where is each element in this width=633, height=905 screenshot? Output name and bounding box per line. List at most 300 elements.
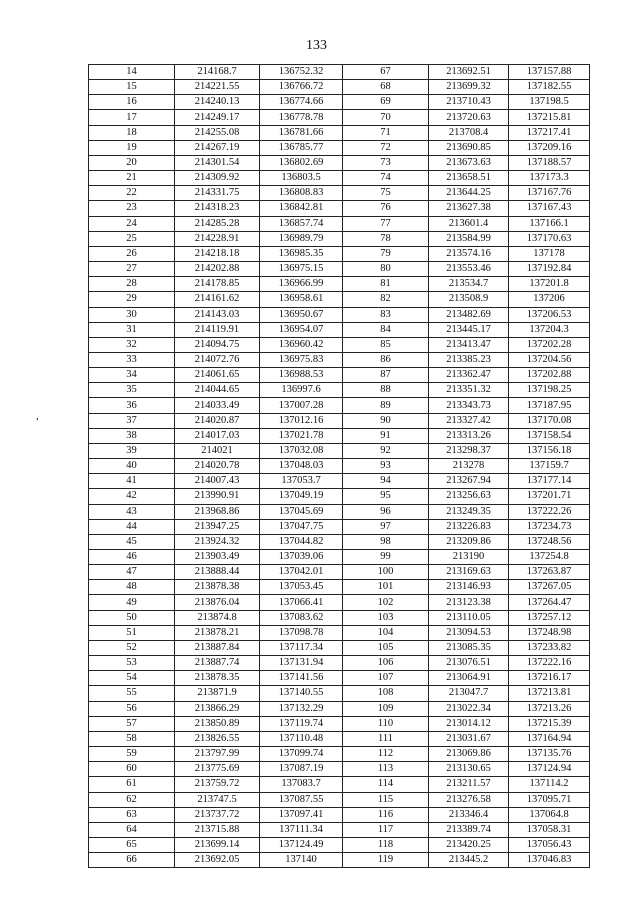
y-coordinate-cell: 137192.84 (509, 262, 590, 277)
point-number-cell: 102 (343, 595, 429, 610)
table-row (89, 292, 590, 307)
point-number-cell: 108 (343, 686, 429, 701)
x-coordinate-cell: 213574.16 (429, 246, 509, 261)
y-coordinate-cell: 136803.5 (260, 171, 343, 186)
y-coordinate-cell: 137053.45 (260, 580, 343, 595)
point-number-cell: 80 (343, 262, 429, 277)
coordinates-table (88, 64, 590, 868)
y-coordinate-cell: 137201.8 (509, 277, 590, 292)
x-coordinate-cell: 213169.63 (429, 565, 509, 580)
y-coordinate-cell: 137263.87 (509, 565, 590, 580)
table-row (89, 140, 590, 155)
x-coordinate-cell: 213874.8 (175, 610, 260, 625)
y-coordinate-cell: 137170.08 (509, 413, 590, 428)
point-number-cell: 23 (89, 201, 175, 216)
table-row (89, 853, 590, 868)
point-number-cell: 82 (343, 292, 429, 307)
table-row (89, 80, 590, 95)
y-coordinate-cell: 137110.48 (260, 731, 343, 746)
y-coordinate-cell: 137047.75 (260, 519, 343, 534)
x-coordinate-cell: 213420.25 (429, 837, 509, 852)
y-coordinate-cell: 137177.14 (509, 474, 590, 489)
point-number-cell: 103 (343, 610, 429, 625)
y-coordinate-cell: 137095.71 (509, 792, 590, 807)
y-coordinate-cell: 136975.83 (260, 352, 343, 367)
point-number-cell: 70 (343, 110, 429, 125)
point-number-cell: 47 (89, 565, 175, 580)
x-coordinate-cell: 213878.21 (175, 625, 260, 640)
x-coordinate-cell: 214020.78 (175, 459, 260, 474)
x-coordinate-cell: 213924.32 (175, 534, 260, 549)
x-coordinate-cell: 214061.65 (175, 368, 260, 383)
table-row (89, 155, 590, 170)
y-coordinate-cell: 137158.54 (509, 428, 590, 443)
table-row (89, 504, 590, 519)
y-coordinate-cell: 137206 (509, 292, 590, 307)
coordinates-table-body (89, 65, 590, 868)
point-number-cell: 49 (89, 595, 175, 610)
point-number-cell: 42 (89, 489, 175, 504)
x-coordinate-cell: 214249.17 (175, 110, 260, 125)
table-row (89, 731, 590, 746)
y-coordinate-cell: 137248.56 (509, 534, 590, 549)
y-coordinate-cell: 137053.7 (260, 474, 343, 489)
x-coordinate-cell: 214033.49 (175, 398, 260, 413)
point-number-cell: 117 (343, 822, 429, 837)
table-row (89, 428, 590, 443)
x-coordinate-cell: 214044.65 (175, 383, 260, 398)
point-number-cell: 62 (89, 792, 175, 807)
y-coordinate-cell: 137198.5 (509, 95, 590, 110)
x-coordinate-cell: 213146.93 (429, 580, 509, 595)
point-number-cell: 110 (343, 716, 429, 731)
x-coordinate-cell: 213276.58 (429, 792, 509, 807)
x-coordinate-cell: 213947.25 (175, 519, 260, 534)
point-number-cell: 17 (89, 110, 175, 125)
y-coordinate-cell: 137007.28 (260, 398, 343, 413)
x-coordinate-cell: 213211.57 (429, 777, 509, 792)
table-row (89, 792, 590, 807)
y-coordinate-cell: 137119.74 (260, 716, 343, 731)
x-coordinate-cell: 213256.63 (429, 489, 509, 504)
x-coordinate-cell: 214255.08 (175, 125, 260, 140)
point-number-cell: 116 (343, 807, 429, 822)
x-coordinate-cell: 213278 (429, 459, 509, 474)
point-number-cell: 105 (343, 640, 429, 655)
y-coordinate-cell: 137188.57 (509, 155, 590, 170)
y-coordinate-cell: 137233.82 (509, 640, 590, 655)
point-number-cell: 37 (89, 413, 175, 428)
table-row (89, 246, 590, 261)
y-coordinate-cell: 137032.08 (260, 443, 343, 458)
x-coordinate-cell: 213110.05 (429, 610, 509, 625)
x-coordinate-cell: 213715.88 (175, 822, 260, 837)
y-coordinate-cell: 137187.95 (509, 398, 590, 413)
table-row (89, 580, 590, 595)
table-row (89, 777, 590, 792)
x-coordinate-cell: 213298.37 (429, 443, 509, 458)
y-coordinate-cell: 136954.07 (260, 322, 343, 337)
y-coordinate-cell: 137083.7 (260, 777, 343, 792)
point-number-cell: 66 (89, 853, 175, 868)
table-row (89, 807, 590, 822)
table-row (89, 610, 590, 625)
x-coordinate-cell: 213888.44 (175, 565, 260, 580)
y-coordinate-cell: 137087.55 (260, 792, 343, 807)
y-coordinate-cell: 136960.42 (260, 337, 343, 352)
y-coordinate-cell: 137202.88 (509, 368, 590, 383)
y-coordinate-cell: 137131.94 (260, 656, 343, 671)
x-coordinate-cell: 213047.7 (429, 686, 509, 701)
x-coordinate-cell: 213076.51 (429, 656, 509, 671)
point-number-cell: 72 (343, 140, 429, 155)
x-coordinate-cell: 213887.84 (175, 640, 260, 655)
y-coordinate-cell: 137167.76 (509, 186, 590, 201)
point-number-cell: 107 (343, 671, 429, 686)
y-coordinate-cell: 137209.16 (509, 140, 590, 155)
y-coordinate-cell: 137098.78 (260, 625, 343, 640)
y-coordinate-cell: 137264.47 (509, 595, 590, 610)
point-number-cell: 33 (89, 352, 175, 367)
x-coordinate-cell: 213343.73 (429, 398, 509, 413)
y-coordinate-cell: 137216.17 (509, 671, 590, 686)
x-coordinate-cell: 214331.75 (175, 186, 260, 201)
point-number-cell: 44 (89, 519, 175, 534)
y-coordinate-cell: 137064.8 (509, 807, 590, 822)
point-number-cell: 34 (89, 368, 175, 383)
x-coordinate-cell: 213014.12 (429, 716, 509, 731)
point-number-cell: 76 (343, 201, 429, 216)
y-coordinate-cell: 137132.29 (260, 701, 343, 716)
point-number-cell: 22 (89, 186, 175, 201)
x-coordinate-cell: 213775.69 (175, 762, 260, 777)
point-number-cell: 68 (343, 80, 429, 95)
table-row (89, 231, 590, 246)
table-row (89, 656, 590, 671)
point-number-cell: 90 (343, 413, 429, 428)
x-coordinate-cell: 213887.74 (175, 656, 260, 671)
x-coordinate-cell: 214178.85 (175, 277, 260, 292)
x-coordinate-cell: 213699.32 (429, 80, 509, 95)
x-coordinate-cell: 213673.63 (429, 155, 509, 170)
y-coordinate-cell: 136802.69 (260, 155, 343, 170)
point-number-cell: 56 (89, 701, 175, 716)
point-number-cell: 46 (89, 550, 175, 565)
point-number-cell: 25 (89, 231, 175, 246)
point-number-cell: 40 (89, 459, 175, 474)
point-number-cell: 96 (343, 504, 429, 519)
point-number-cell: 113 (343, 762, 429, 777)
y-coordinate-cell: 137066.41 (260, 595, 343, 610)
y-coordinate-cell: 137045.69 (260, 504, 343, 519)
y-coordinate-cell: 137114.2 (509, 777, 590, 792)
y-coordinate-cell: 137173.3 (509, 171, 590, 186)
x-coordinate-cell: 214021 (175, 443, 260, 458)
x-coordinate-cell: 213903.49 (175, 550, 260, 565)
point-number-cell: 36 (89, 398, 175, 413)
point-number-cell: 50 (89, 610, 175, 625)
x-coordinate-cell: 214285.28 (175, 216, 260, 231)
x-coordinate-cell: 213190 (429, 550, 509, 565)
point-number-cell: 63 (89, 807, 175, 822)
y-coordinate-cell: 137021.78 (260, 428, 343, 443)
table-row (89, 595, 590, 610)
table-row (89, 519, 590, 534)
point-number-cell: 111 (343, 731, 429, 746)
x-coordinate-cell: 213413.47 (429, 337, 509, 352)
x-coordinate-cell: 213069.86 (429, 747, 509, 762)
x-coordinate-cell: 213249.35 (429, 504, 509, 519)
table-row (89, 216, 590, 231)
table-row (89, 368, 590, 383)
point-number-cell: 32 (89, 337, 175, 352)
point-number-cell: 74 (343, 171, 429, 186)
x-coordinate-cell: 213866.29 (175, 701, 260, 716)
x-coordinate-cell: 213226.83 (429, 519, 509, 534)
x-coordinate-cell: 213022.34 (429, 701, 509, 716)
x-coordinate-cell: 213826.55 (175, 731, 260, 746)
table-row (89, 171, 590, 186)
point-number-cell: 29 (89, 292, 175, 307)
x-coordinate-cell: 214228.91 (175, 231, 260, 246)
y-coordinate-cell: 137117.34 (260, 640, 343, 655)
x-coordinate-cell: 214119.91 (175, 322, 260, 337)
y-coordinate-cell: 137182.55 (509, 80, 590, 95)
table-row (89, 534, 590, 549)
point-number-cell: 93 (343, 459, 429, 474)
point-number-cell: 51 (89, 625, 175, 640)
table-row (89, 640, 590, 655)
table-row (89, 110, 590, 125)
table-row (89, 398, 590, 413)
x-coordinate-cell: 213990.91 (175, 489, 260, 504)
y-coordinate-cell: 137097.41 (260, 807, 343, 822)
y-coordinate-cell: 137049.19 (260, 489, 343, 504)
x-coordinate-cell: 213508.9 (429, 292, 509, 307)
x-coordinate-cell: 213658.51 (429, 171, 509, 186)
point-number-cell: 91 (343, 428, 429, 443)
x-coordinate-cell: 214020.87 (175, 413, 260, 428)
table-row (89, 337, 590, 352)
y-coordinate-cell: 137248.98 (509, 625, 590, 640)
x-coordinate-cell: 214168.7 (175, 65, 260, 80)
table-row (89, 837, 590, 852)
table-row (89, 459, 590, 474)
table-row (89, 95, 590, 110)
table-row (89, 671, 590, 686)
y-coordinate-cell: 136781.66 (260, 125, 343, 140)
point-number-cell: 101 (343, 580, 429, 595)
x-coordinate-cell: 213064.91 (429, 671, 509, 686)
y-coordinate-cell: 137087.19 (260, 762, 343, 777)
y-coordinate-cell: 137178 (509, 246, 590, 261)
point-number-cell: 114 (343, 777, 429, 792)
y-coordinate-cell: 136958.61 (260, 292, 343, 307)
x-coordinate-cell: 213267.94 (429, 474, 509, 489)
table-row (89, 822, 590, 837)
x-coordinate-cell: 214218.18 (175, 246, 260, 261)
point-number-cell: 99 (343, 550, 429, 565)
table-row (89, 186, 590, 201)
point-number-cell: 59 (89, 747, 175, 762)
y-coordinate-cell: 136997.6 (260, 383, 343, 398)
point-number-cell: 26 (89, 246, 175, 261)
y-coordinate-cell: 137215.81 (509, 110, 590, 125)
x-coordinate-cell: 214301.54 (175, 155, 260, 170)
point-number-cell: 55 (89, 686, 175, 701)
table-row (89, 125, 590, 140)
point-number-cell: 69 (343, 95, 429, 110)
point-number-cell: 118 (343, 837, 429, 852)
x-coordinate-cell: 213123.38 (429, 595, 509, 610)
table-row (89, 716, 590, 731)
x-coordinate-cell: 213327.42 (429, 413, 509, 428)
point-number-cell: 85 (343, 337, 429, 352)
x-coordinate-cell: 213871.9 (175, 686, 260, 701)
y-coordinate-cell: 137111.34 (260, 822, 343, 837)
point-number-cell: 52 (89, 640, 175, 655)
x-coordinate-cell: 214309.92 (175, 171, 260, 186)
x-coordinate-cell: 214240.13 (175, 95, 260, 110)
x-coordinate-cell: 214221.55 (175, 80, 260, 95)
point-number-cell: 81 (343, 277, 429, 292)
y-coordinate-cell: 137217.41 (509, 125, 590, 140)
x-coordinate-cell: 213313.26 (429, 428, 509, 443)
point-number-cell: 21 (89, 171, 175, 186)
x-coordinate-cell: 214007.43 (175, 474, 260, 489)
point-number-cell: 30 (89, 307, 175, 322)
point-number-cell: 15 (89, 80, 175, 95)
x-coordinate-cell: 213692.05 (175, 853, 260, 868)
table-row (89, 625, 590, 640)
point-number-cell: 104 (343, 625, 429, 640)
x-coordinate-cell: 213710.43 (429, 95, 509, 110)
x-coordinate-cell: 214094.75 (175, 337, 260, 352)
y-coordinate-cell: 136950.67 (260, 307, 343, 322)
point-number-cell: 60 (89, 762, 175, 777)
y-coordinate-cell: 137157.88 (509, 65, 590, 80)
margin-mark: , (36, 410, 39, 422)
point-number-cell: 14 (89, 65, 175, 80)
x-coordinate-cell: 213209.86 (429, 534, 509, 549)
point-number-cell: 86 (343, 352, 429, 367)
x-coordinate-cell: 213644.25 (429, 186, 509, 201)
point-number-cell: 31 (89, 322, 175, 337)
point-number-cell: 45 (89, 534, 175, 549)
y-coordinate-cell: 137048.03 (260, 459, 343, 474)
x-coordinate-cell: 213534.7 (429, 277, 509, 292)
y-coordinate-cell: 137046.83 (509, 853, 590, 868)
x-coordinate-cell: 213553.46 (429, 262, 509, 277)
y-coordinate-cell: 137159.7 (509, 459, 590, 474)
y-coordinate-cell: 137213.81 (509, 686, 590, 701)
point-number-cell: 83 (343, 307, 429, 322)
y-coordinate-cell: 137012.16 (260, 413, 343, 428)
point-number-cell: 41 (89, 474, 175, 489)
x-coordinate-cell: 213850.89 (175, 716, 260, 731)
point-number-cell: 18 (89, 125, 175, 140)
y-coordinate-cell: 137135.76 (509, 747, 590, 762)
x-coordinate-cell: 214072.76 (175, 352, 260, 367)
y-coordinate-cell: 137166.1 (509, 216, 590, 231)
x-coordinate-cell: 213747.5 (175, 792, 260, 807)
point-number-cell: 16 (89, 95, 175, 110)
y-coordinate-cell: 137164.94 (509, 731, 590, 746)
y-coordinate-cell: 137204.3 (509, 322, 590, 337)
point-number-cell: 79 (343, 246, 429, 261)
point-number-cell: 87 (343, 368, 429, 383)
y-coordinate-cell: 137140 (260, 853, 343, 868)
y-coordinate-cell: 137204.56 (509, 352, 590, 367)
table-row (89, 474, 590, 489)
x-coordinate-cell: 213601.4 (429, 216, 509, 231)
x-coordinate-cell: 213346.4 (429, 807, 509, 822)
x-coordinate-cell: 213878.38 (175, 580, 260, 595)
table-row (89, 201, 590, 216)
point-number-cell: 119 (343, 853, 429, 868)
y-coordinate-cell: 137124.49 (260, 837, 343, 852)
point-number-cell: 73 (343, 155, 429, 170)
y-coordinate-cell: 136842.81 (260, 201, 343, 216)
x-coordinate-cell: 213445.2 (429, 853, 509, 868)
table-row (89, 65, 590, 80)
y-coordinate-cell: 137124.94 (509, 762, 590, 777)
x-coordinate-cell: 214318.23 (175, 201, 260, 216)
table-row (89, 352, 590, 367)
y-coordinate-cell: 136989.79 (260, 231, 343, 246)
y-coordinate-cell: 137141.56 (260, 671, 343, 686)
y-coordinate-cell: 137140.55 (260, 686, 343, 701)
y-coordinate-cell: 136988.53 (260, 368, 343, 383)
x-coordinate-cell: 213878.35 (175, 671, 260, 686)
point-number-cell: 115 (343, 792, 429, 807)
point-number-cell: 19 (89, 140, 175, 155)
table-row (89, 443, 590, 458)
x-coordinate-cell: 213445.17 (429, 322, 509, 337)
y-coordinate-cell: 137206.53 (509, 307, 590, 322)
x-coordinate-cell: 213627.38 (429, 201, 509, 216)
x-coordinate-cell: 213130.65 (429, 762, 509, 777)
y-coordinate-cell: 137170.63 (509, 231, 590, 246)
y-coordinate-cell: 137167.43 (509, 201, 590, 216)
y-coordinate-cell: 137254.8 (509, 550, 590, 565)
x-coordinate-cell: 213968.86 (175, 504, 260, 519)
point-number-cell: 57 (89, 716, 175, 731)
x-coordinate-cell: 214143.03 (175, 307, 260, 322)
x-coordinate-cell: 213351.32 (429, 383, 509, 398)
y-coordinate-cell: 136766.72 (260, 80, 343, 95)
y-coordinate-cell: 137215.39 (509, 716, 590, 731)
x-coordinate-cell: 213720.63 (429, 110, 509, 125)
y-coordinate-cell: 137234.73 (509, 519, 590, 534)
table-row (89, 277, 590, 292)
x-coordinate-cell: 213797.99 (175, 747, 260, 762)
point-number-cell: 53 (89, 656, 175, 671)
table-row (89, 550, 590, 565)
y-coordinate-cell: 137213.26 (509, 701, 590, 716)
y-coordinate-cell: 137056.43 (509, 837, 590, 852)
x-coordinate-cell: 213482.69 (429, 307, 509, 322)
y-coordinate-cell: 136778.78 (260, 110, 343, 125)
point-number-cell: 58 (89, 731, 175, 746)
y-coordinate-cell: 137201.71 (509, 489, 590, 504)
point-number-cell: 24 (89, 216, 175, 231)
y-coordinate-cell: 137156.18 (509, 443, 590, 458)
point-number-cell: 100 (343, 565, 429, 580)
y-coordinate-cell: 137083.62 (260, 610, 343, 625)
y-coordinate-cell: 137044.82 (260, 534, 343, 549)
point-number-cell: 48 (89, 580, 175, 595)
